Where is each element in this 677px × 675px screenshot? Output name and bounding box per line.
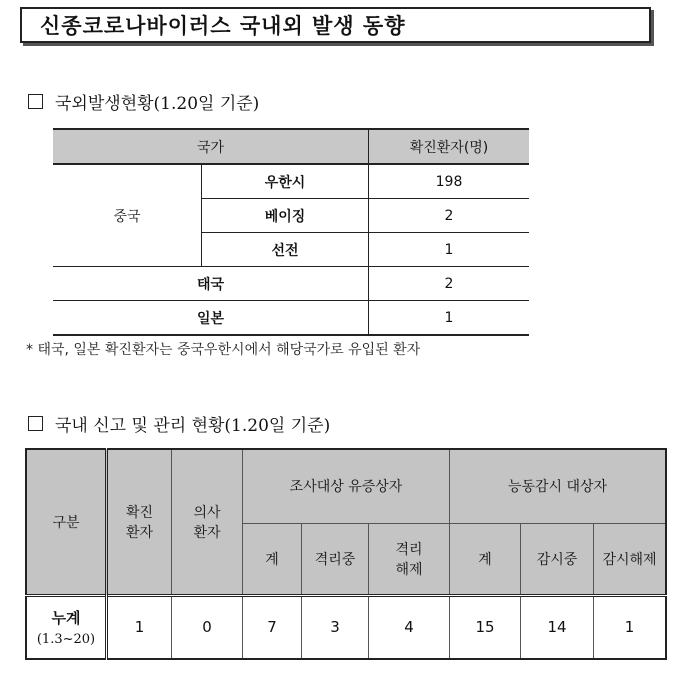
document-title	[20, 7, 651, 43]
value-cell: 15	[450, 595, 521, 659]
city-cell: 선전	[202, 233, 369, 267]
row-label-cell	[26, 595, 107, 659]
header-mon-released: 감시해제	[594, 523, 667, 595]
header-confirmed: 확진환자(명)	[369, 129, 530, 164]
header-mon-total: 계	[450, 523, 521, 595]
row-label: 누계	[51, 609, 81, 628]
count-cell: 198	[369, 164, 530, 199]
header-monitoring: 능동감시 대상자	[450, 449, 667, 523]
section1-heading-text: 국외발생현황(1.20일 기준)	[55, 94, 260, 114]
domestic-status-table	[25, 448, 667, 660]
section2-heading-text: 국내 신고 및 관리 현황(1.20일 기준)	[55, 416, 331, 436]
section1-heading	[28, 89, 259, 114]
value-cell: 14	[521, 595, 594, 659]
header-mon-active: 감시중	[521, 523, 594, 595]
city-cell: 베이징	[202, 199, 369, 233]
header-confirmed: 확진 환자	[107, 449, 172, 595]
value-cell: 3	[302, 595, 369, 659]
count-cell: 2	[369, 199, 530, 233]
count-cell: 1	[369, 233, 530, 267]
overseas-cases-table	[53, 128, 529, 336]
count-cell: 1	[369, 301, 530, 336]
row-period: (1.3~20)	[36, 632, 96, 648]
header-suspected: 의사 환자	[172, 449, 243, 595]
count-cell: 2	[369, 267, 530, 301]
header-inv-total: 계	[243, 523, 302, 595]
header-gubun: 구분	[26, 449, 107, 595]
value-cell: 1	[594, 595, 667, 659]
square-bullet-icon	[28, 94, 43, 109]
value-cell: 7	[243, 595, 302, 659]
group-china: 중국	[53, 164, 202, 267]
header-country: 국가	[53, 129, 369, 164]
square-bullet-icon	[28, 416, 43, 431]
value-cell: 4	[369, 595, 450, 659]
title-text: 신종코로나바이러스 국내외 발생 동향	[40, 14, 406, 38]
header-investigation: 조사대상 유증상자	[243, 449, 450, 523]
country-cell: 태국	[53, 267, 369, 301]
header-inv-released: 격리 해제	[369, 523, 450, 595]
city-cell: 우한시	[202, 164, 369, 199]
section2-heading	[28, 411, 330, 436]
country-cell: 일본	[53, 301, 369, 336]
header-inv-isolating: 격리중	[302, 523, 369, 595]
footnote: * 태국, 일본 확진환자는 중국우한시에서 해당국가로 유입된 환자	[26, 342, 421, 358]
value-cell: 0	[172, 595, 243, 659]
value-cell: 1	[107, 595, 172, 659]
